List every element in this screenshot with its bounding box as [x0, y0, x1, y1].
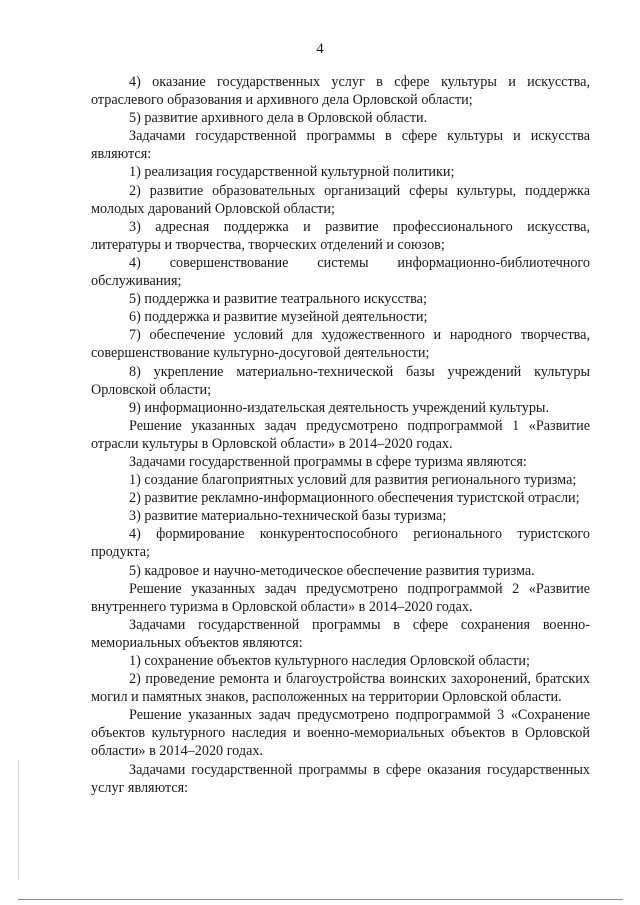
page-number: 4 [316, 41, 324, 57]
paragraph: 2) развитие образовательных организаций сферы культуры, поддержка молодых дарований Орловской области; [91, 182, 590, 217]
paragraph: 8) укрепление материально-технической базы учреждений культуры Орловской области; [91, 363, 590, 398]
paragraph: Решение указанных задач предусмотрено подпрограммой 1 «Развитие отрасли культуры в Орловской области» в 2014–2020 годах. [91, 417, 590, 452]
scan-edge-left [18, 760, 19, 880]
paragraph: Задачами государственной программы в сфере культуры и искусства являются: [91, 128, 590, 163]
paragraph: 5) кадровое и научно-методическое обеспечение развития туризма. [129, 562, 535, 579]
paragraph: 1) сохранение объектов культурного наследия Орловской области; [129, 653, 530, 669]
paragraph: 4) формирование конкурентоспособного регионального туристского продукта; [91, 526, 590, 561]
paragraph: 3) развитие материально-технической базы туризма; [129, 508, 447, 525]
paragraph: Решение указанных задач предусмотрено подпрограммой 2 «Развитие внутреннего туризма в Орловской области» в 2014–2020 годах. [91, 580, 590, 615]
paragraph: Решение указанных задач предусмотрено подпрограммой 3 «Сохранение объектов культурного наследия и военно-мемориальных объектов в Орловской области» в 2014–2020 годах. [91, 707, 590, 760]
paragraph: 4) совершенствование системы информационно-библиотечного обслуживания; [91, 254, 590, 290]
paragraph: 6) поддержка и развитие музейной деятельности; [129, 309, 428, 326]
paragraph: 3) адресная поддержка и развитие профессионального искусства, литературы и творчества, творческих отделений и союзов; [91, 218, 590, 253]
paragraph: 1) реализация государственной культурной политики; [129, 164, 455, 181]
paragraph: 2) проведение ремонта и благоустройства воинских захоронений, братских могил и памятных знаков, расположенных на территории Орловской области. [91, 671, 590, 706]
paragraph: Задачами государственной программы в сфере оказания государственных услуг являются: [91, 761, 590, 796]
scan-edge-bottom [18, 899, 623, 900]
paragraph: 5) поддержка и развитие театрального искусства; [129, 291, 427, 308]
paragraph: 4) оказание государственных услуг в сфере культуры и искусства, отраслевого образования и архивного дела Орловской области; [91, 74, 590, 109]
paragraph: 1) создание благоприятных условий для развития регионального туризма; [129, 472, 577, 489]
paragraph: 9) информационно-издательская деятельность учреждений культуры. [129, 399, 550, 416]
paragraph: 7) обеспечение условий для художественного и народного творчества, совершенствование культурно-досуговой деятельности; [91, 327, 590, 362]
paragraph: 2) развитие рекламно-информационного обеспечения туристской отрасли; [129, 490, 580, 507]
paragraph: Задачами государственной программы в сфере сохранения военно-мемориальных объектов являются: [91, 616, 590, 651]
paragraph: 5) развитие архивного дела в Орловской области. [129, 110, 428, 127]
paragraph: Задачами государственной программы в сфере туризма являются: [129, 453, 527, 470]
body-text [91, 73, 590, 797]
